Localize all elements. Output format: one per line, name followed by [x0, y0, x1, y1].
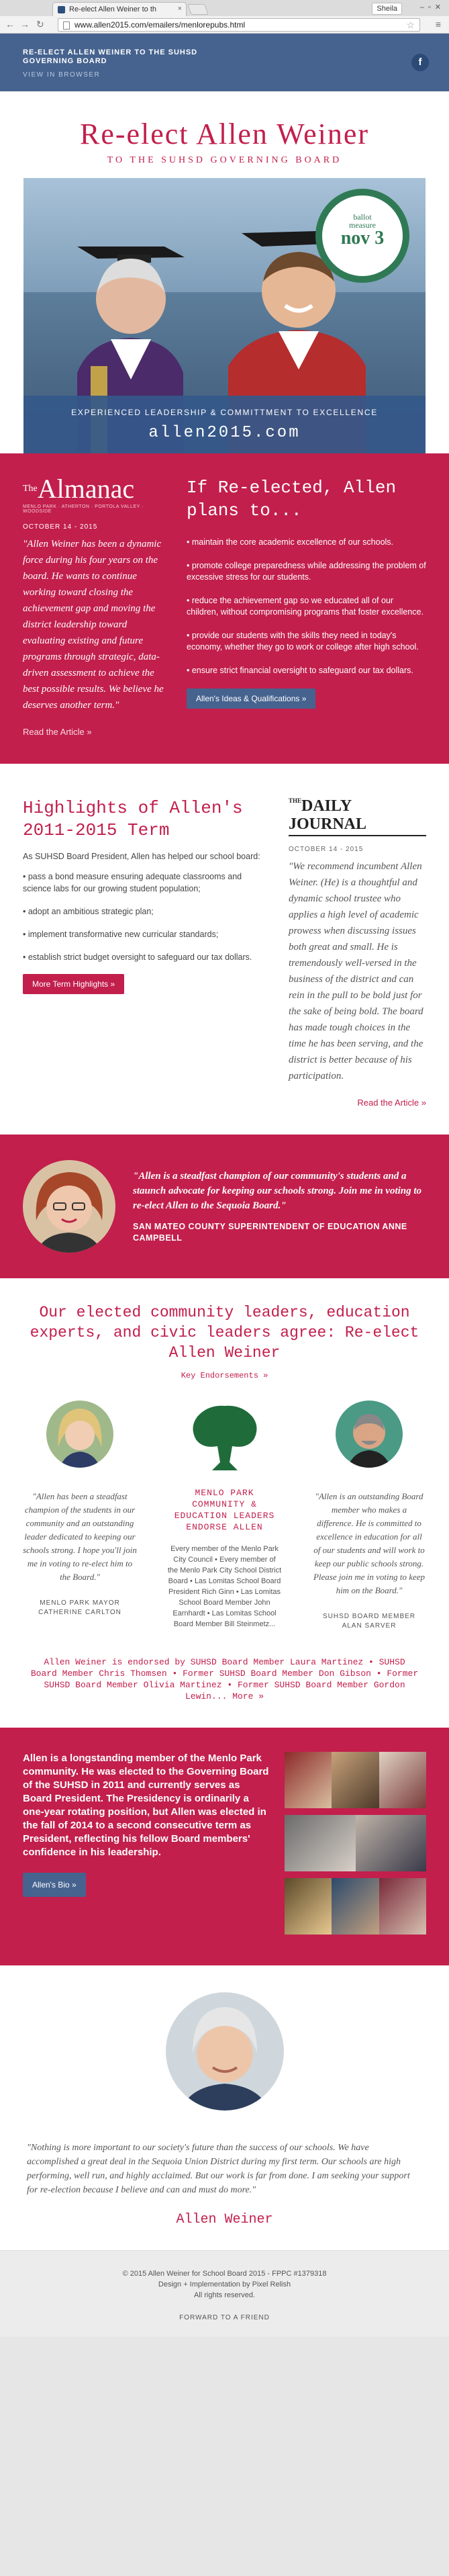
menlo-heading: MENLO PARK COMMUNITY & EDUCATION LEADERS ENDORSE ALLEN [174, 1488, 275, 1532]
list-item: • reduce the achievement gap so we educated all of our children, without compromising programs that foster excellence. [187, 596, 423, 617]
anne-attribution: SAN MATEO COUNTY SUPERINTENDENT OF EDUCATION ANNE CAMPBELL [133, 1222, 407, 1243]
almanac-plans-section [0, 453, 449, 764]
list-item: • adopt an ambitious strategic plan; [23, 907, 154, 916]
close-tab-icon[interactable]: × [177, 5, 182, 13]
bio-section [0, 1728, 449, 1965]
sarver-quote: "Allen is an outstanding Board member who makes a difference. He is committed to excellence in education for all of our students and will work to keep our public schools strong. Please join me in voting to keep him on the Board." [313, 1491, 426, 1595]
new-tab-button[interactable] [187, 4, 209, 15]
gallery-photo [285, 1752, 426, 1808]
seal-date: nov 3 [340, 228, 385, 249]
highlights-intro: As SUHSD Board President, Allen has helped our school board: [23, 851, 260, 861]
endorsement-carlton [23, 1401, 137, 1631]
highlights-section [0, 764, 449, 1135]
highlights-column [23, 797, 271, 1108]
bio-button[interactable]: Allen's Bio » [23, 1873, 86, 1897]
bio-text: Allen is a longstanding member of the Menlo Park community. He was elected to the Governing Board of the SUHSD in 2011 and currently serves as Board President. The Presidency is ordinarily a one-year rotating position, but Allen was elected in the fall of 2014 to a second consecutive term as President, reflecting his fellow Board members' confidence in his leadership. [23, 1752, 269, 1858]
preheader-bar [0, 34, 449, 91]
gallery-photo [285, 1878, 426, 1935]
list-item: • maintain the core academic excellence of our schools. [187, 537, 394, 547]
anne-quote-text [115, 1169, 426, 1244]
browser-chrome [0, 0, 449, 34]
list-item: • provide our students with the skills they need in today's economy, whether they go to work or college after high school. [187, 631, 419, 652]
footer [0, 2250, 449, 2337]
journal-date: OCTOBER 14 - 2015 [289, 846, 364, 853]
tab-bar [0, 0, 449, 16]
almanac-date: OCTOBER 14 - 2015 [23, 523, 98, 531]
address-bar[interactable] [58, 18, 420, 32]
endorsements-heading: Our elected community leaders, education experts, and civic leaders agree: Re-elect Allen Weiner [30, 1304, 419, 1362]
hero [0, 91, 449, 453]
catherine-carlton-photo [46, 1401, 113, 1468]
anne-quote: "Allen is a steadfast champion of our community's students and a staunch advocate for keeping our schools strong. Join me in voting to re-elect Allen to the Sequoia Board." [133, 1171, 422, 1211]
highlights-list [23, 871, 271, 963]
list-item: • ensure strict financial oversight to safeguard our tax dollars. [187, 666, 413, 675]
list-item: • promote college preparedness while addressing the problem of excessive stress for our students. [187, 561, 426, 582]
forward-icon[interactable]: → [20, 19, 30, 30]
highlights-heading: Highlights of Allen's 2011-2015 Term [23, 798, 243, 840]
seal-line1: ballot [353, 212, 372, 222]
email-page [0, 34, 449, 2337]
seal-line2: measure [349, 220, 376, 230]
reload-icon[interactable]: ↻ [36, 19, 44, 30]
almanac-column [23, 476, 164, 737]
daily-journal-logo: $^{THE}$DAILY JOURNAL [289, 797, 426, 836]
anne-campbell-photo [23, 1160, 115, 1253]
journal-column [271, 797, 426, 1108]
hero-subtitle: TO THE SUHSD GOVERNING BOARD [107, 155, 342, 165]
carlton-quote: "Allen has been a steadfast champion of the students in our community and an outstanding leader dedicated to keeping our schools strong. I hope you'll join me in voting to re-elect him to the Board." [23, 1491, 137, 1582]
favicon-icon [58, 6, 65, 13]
list-item: • establish strict budget oversight to safeguard our tax dollars. [23, 952, 252, 962]
more-link[interactable]: More » [232, 1691, 264, 1701]
closing-quote: "Nothing is more important to our society's future than the success of our schools. We have accomplished a great deal in the Sequoia Union District during my first term. Our schools are high performing, well run, and highly acclaimed. But our work is far from done. I am seeking your support for re-election because I believe and can and must do more." [27, 2143, 410, 2195]
forward-to-friend-link[interactable]: FORWARD TO A FRIEND [179, 2314, 270, 2321]
more-highlights-button[interactable]: More Term Highlights » [23, 974, 124, 994]
endorsement-menlo [168, 1401, 282, 1631]
svg-text:HIGH SCHOOL DISTRICT [330, 254, 394, 275]
ideas-button[interactable]: Allen's Ideas & Qualifications » [187, 689, 315, 709]
plans-list [187, 537, 426, 676]
tab-title: Re-elect Allen Weiner to th [69, 5, 157, 13]
seal-inner [333, 213, 392, 248]
board-endorsements [23, 1656, 426, 1702]
ballot-seal [315, 189, 409, 283]
preheader-text: RE-ELECT ALLEN WEINER TO THE SUHSD GOVERNING BOARD [23, 48, 198, 65]
page-icon [63, 21, 70, 30]
plans-heading: If Re-elected, Allen plans to... [187, 478, 397, 521]
carlton-attribution: MENLO PARK MAYOR CATHERINE CARLTON [38, 1599, 121, 1616]
seal-ring-bottom: HIGH SCHOOL DISTRICT [330, 254, 395, 275]
facebook-icon[interactable]: f [411, 54, 429, 71]
browser-toolbar [0, 16, 449, 34]
gallery-photo [285, 1815, 426, 1871]
anne-campbell-quote [0, 1135, 449, 1278]
back-icon[interactable]: ← [5, 19, 15, 30]
list-item: • pass a bond measure ensuring adequate classrooms and science labs for our growing student population; [23, 872, 242, 893]
hero-photo [23, 178, 426, 453]
alan-sarver-photo [336, 1401, 403, 1468]
url-text: www.allen2015.com/emailers/menlorepubs.html [74, 20, 246, 30]
menlo-park-tree-icon [188, 1401, 262, 1474]
hero-url[interactable]: allen2015.com [148, 424, 301, 442]
endorsement-columns [23, 1401, 426, 1631]
signature: Allen Weiner [176, 2212, 273, 2227]
almanac-quote: "Allen Weiner has been a dynamic force during his four years on the board. He wants to continue working toward closing the achievement gap and moving the district leadership toward evaluating existing and future programs through strategic, data-driven assessment to achieve the best possible results. We believe he deserves another term." [23, 539, 164, 711]
endorsements-section [0, 1278, 449, 1702]
almanac-logo: $^{The}$Almanac [23, 474, 135, 504]
board-endorsements-text: Allen Weiner is endorsed by SUHSD Board Member Laura Martinez • SUHSD Board Member Chris Thomsen • Former SUHSD Board Member Don Gibson • Former SUHSD Board Member Olivia Martinez • Former SUHSD Board Member Gordon Lewin... [30, 1657, 419, 1701]
sarver-attribution: SUHSD BOARD MEMBER ALAN SARVER [322, 1613, 415, 1630]
plans-column [164, 476, 426, 737]
view-in-browser-link[interactable]: VIEW IN BROWSER [23, 71, 101, 79]
photo-caption [23, 396, 426, 453]
list-item: • implement transformative new curricular standards; [23, 930, 219, 939]
footer-design-credit[interactable]: Design + Implementation by Pixel Relish [158, 2280, 291, 2289]
browser-tab[interactable] [52, 2, 187, 16]
seal-ring-top: SEQUOIA UNION [332, 197, 393, 218]
window-controls[interactable]: –▫✕ [419, 3, 445, 11]
allen-headshot [166, 1992, 284, 2111]
bio-text-column [23, 1752, 271, 1941]
almanac-read-link[interactable]: Read the Article » [23, 727, 92, 737]
menlo-list: Every member of the Menlo Park City Council • Every member of the Menlo Park City School District Board • Las Lomitas School Board President Rich Ginn • Las Lomitas School Board Member John Earnhardt • Las Lomitas School Board Member Bill Steinmetz... [167, 1545, 282, 1628]
endorsement-sarver [312, 1401, 426, 1631]
footer-rights: All rights reserved. [193, 2291, 256, 2299]
photo-gallery [271, 1752, 426, 1941]
footer-copyright: © 2015 Allen Weiner for School Board 2015 - FPPC #1379318 [122, 2270, 327, 2278]
journal-quote: "We recommend incumbent Allen Weiner. (He) is a thoughtful and dynamic school trustee who applies a high level of academic prowess when discussing issues both great and small. He is tremendously well-versed in the business of the district and can rein in the pull to be bold just for the sake of being bold. The board has made tough choices in the time he has been serving, and the district is better because of his participation. [289, 861, 423, 1081]
profile-button[interactable]: Sheila [372, 3, 402, 15]
hero-title: Re-elect Allen Weiner [79, 118, 370, 150]
key-endorsements-link[interactable]: Key Endorsements » [181, 1371, 268, 1380]
closing-section [0, 1965, 449, 2250]
bookmark-star-icon[interactable]: ☆ [406, 19, 415, 30]
menu-icon[interactable]: ≡ [435, 19, 441, 30]
journal-read-link[interactable]: Read the Article » [357, 1098, 426, 1108]
hero-tagline: EXPERIENCED LEADERSHIP & COMMITTMENT TO EXCELLENCE [71, 408, 378, 417]
almanac-tagline: MENLO PARK · ATHERTON · PORTOLA VALLEY · WOODSIDE [23, 504, 144, 514]
